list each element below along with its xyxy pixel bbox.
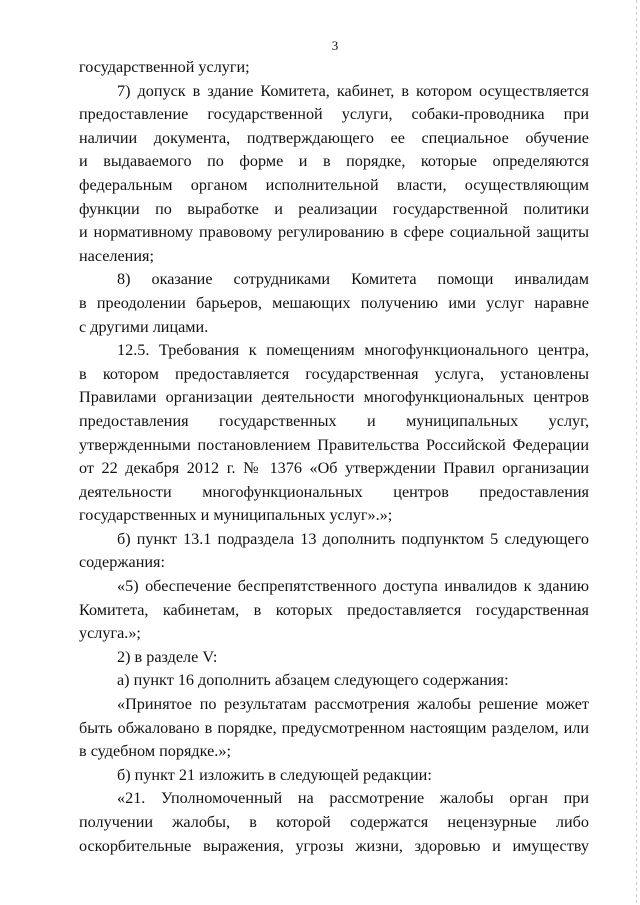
text-line: утвержденными постановлением Правительства Российской Федерации xyxy=(79,435,589,454)
text-line: б) пункт 21 изложить в следующей редакции: xyxy=(117,765,432,784)
text-line: наличии документа, подтверждающего ее специальное обучение xyxy=(79,128,589,147)
text-line: 12.5. Требования к помещениям многофункционального центра, xyxy=(117,341,589,360)
text-line: а) пункт 16 дополнить абзацем следующего содержания: xyxy=(117,671,509,690)
text-line: государственной услуги; xyxy=(79,58,250,76)
text-line: от 22 декабря 2012 г. № 1376 «Об утверждении Правил организации xyxy=(79,459,589,478)
scan-edge xyxy=(636,0,637,905)
text-line: населения; xyxy=(79,246,154,265)
text-line: быть обжаловано в порядке, предусмотренном настоящим разделом, или xyxy=(79,718,589,737)
text-line: предоставление государственной услуги, собаки-проводника при xyxy=(79,105,589,124)
text-line: Правилами организации деятельности многофункциональных центров xyxy=(79,388,589,407)
text-line: предоставления государственных и муниципальных услуг, xyxy=(79,411,589,430)
text-line: б) пункт 13.1 подраздела 13 дополнить подпунктом 5 следующего xyxy=(117,529,589,548)
text-line: и выдаваемого по форме и в порядке, которые определяются xyxy=(79,152,589,171)
text-line: федеральным органом исполнительной власти, осуществляющим xyxy=(79,175,589,194)
text-line: 7) допуск в здание Комитета, кабинет, в котором осуществляется xyxy=(117,81,589,100)
text-line: в котором предоставляется государственная услуга, установлены xyxy=(79,364,589,383)
text-line: «21. Уполномоченный на рассмотрение жалобы орган при xyxy=(117,789,589,808)
text-line: содержания: xyxy=(79,553,165,572)
text-line: оскорбительные выражения, угрозы жизни, здоровью и имуществу xyxy=(79,836,589,855)
text-line: «5) обеспечение беспрепятственного доступа инвалидов к зданию xyxy=(117,577,589,596)
text-line: функции по выработке и реализации государственной политики xyxy=(79,199,589,218)
text-line: получении жалобы, в которой содержатся нецензурные либо xyxy=(79,813,589,831)
text-line: с другими лицами. xyxy=(79,317,209,336)
text-line: государственных и муниципальных услуг».»; xyxy=(79,506,393,525)
text-line: в судебном порядке.»; xyxy=(79,742,231,761)
text-line: деятельности многофункциональных центров предоставления xyxy=(79,482,589,501)
text-line: и нормативному правовому регулированию в сфере социальной защиты xyxy=(79,223,589,242)
text-line: 2) в разделе V: xyxy=(117,647,218,666)
text-line: в преодолении барьеров, мешающих получению ими услуг наравне xyxy=(79,293,589,312)
text-line: услуга.»; xyxy=(79,624,141,643)
text-line: «Принятое по результатам рассмотрения жалобы решение может xyxy=(117,695,589,714)
text-line: Комитета, кабинетам, в которых предоставляется государственная xyxy=(79,600,589,619)
page-number: 3 xyxy=(331,38,339,53)
text-line: 8) оказание сотрудниками Комитета помощи инвалидам xyxy=(117,270,589,289)
document-body xyxy=(79,56,589,858)
